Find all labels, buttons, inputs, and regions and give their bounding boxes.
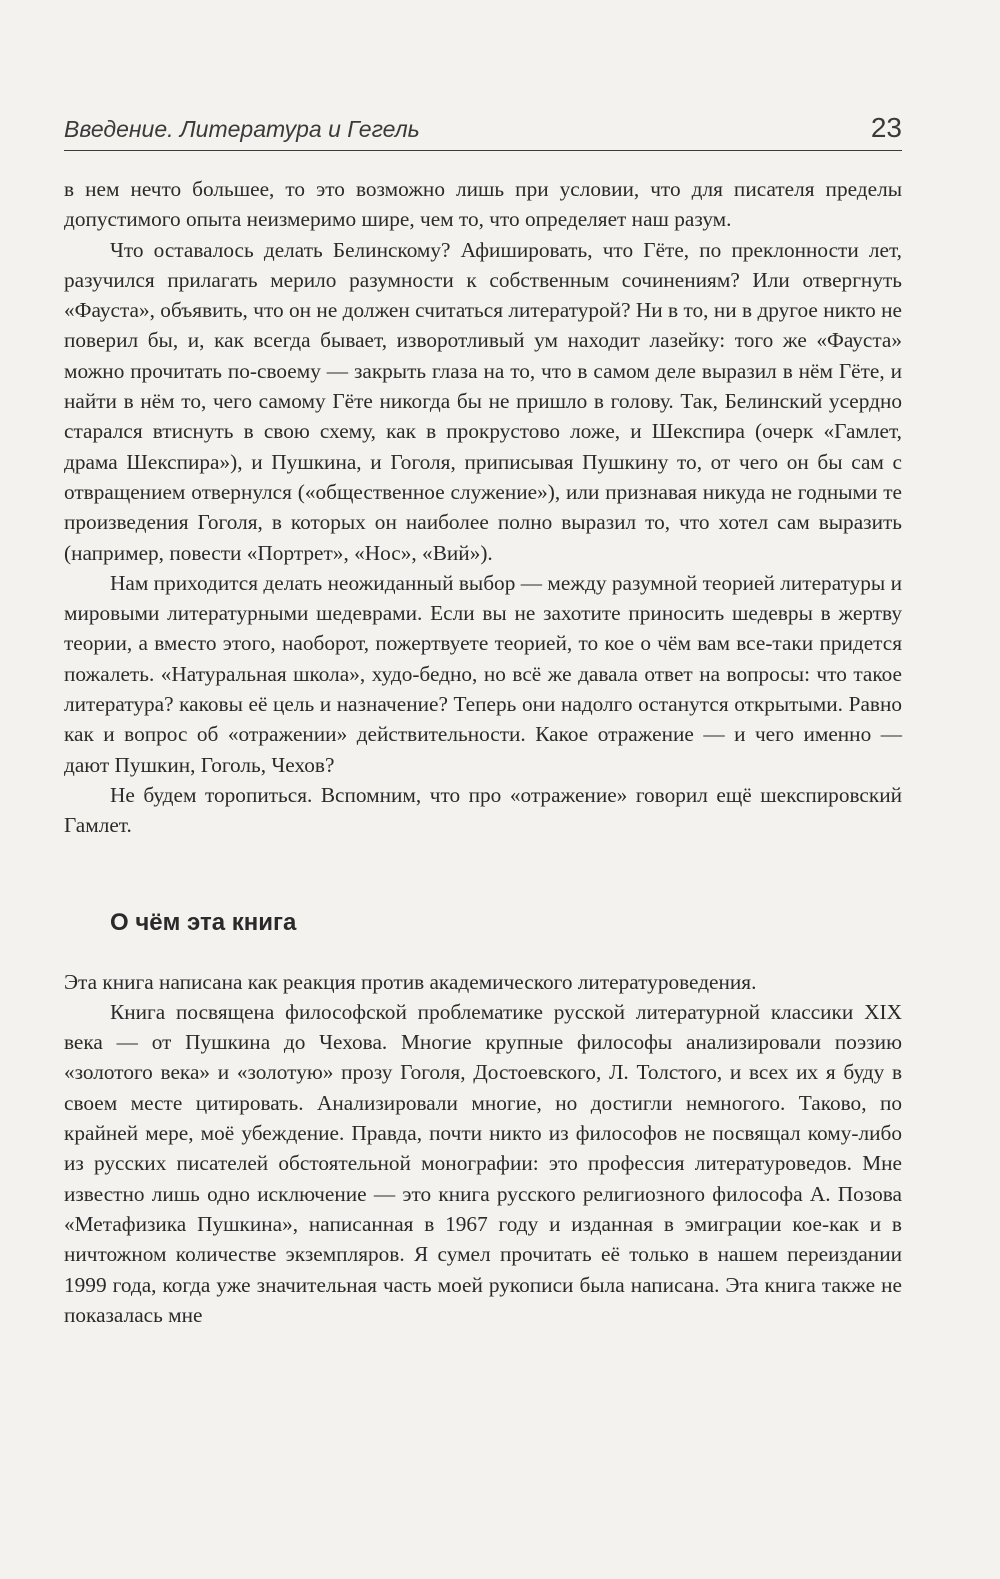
paragraph: в нем нечто большее, то это возможно лишь при условии, что для писателя пределы допустимого опыта неизмеримо шире, чем то, что определяет наш разум.	[64, 177, 902, 232]
book-page	[64, 110, 902, 1330]
paragraph: Эта книга написана как реакция против академического литературоведения.	[64, 969, 757, 994]
paragraph: Нам приходится делать неожиданный выбор — между разумной теорией литературы и мировыми литературными шедеврами. Если вы не захотите приносить шедевры в жертву теории, а вместо этого, наоборот, пожертвуете теорией, то кое о чём вам все-таки придется пожалеть. «Натуральная школа», худо-бедно, но всё же давала ответ на вопросы: что такое литература? каковы её цель и назначение? Теперь они надолго останутся открытыми. Равно как и вопрос об «отражении» действительности. Какое отражение — и чего именно — дают Пушкин, Гоголь, Чехов?	[64, 570, 902, 777]
body-text	[64, 174, 902, 841]
running-title: Введение. Литература и Гегель	[64, 116, 420, 142]
running-header	[64, 110, 902, 151]
paragraph: Не будем торопиться. Вспомним, что про «отражение» говорил ещё шекспировский Гамлет.	[64, 782, 902, 838]
paragraph: Книга посвящена философской проблематике русской литературной классики XIX века — от Пушкина до Чехова. Многие крупные философы анализировали поэзию «золотого века» и «золотую» прозу Гоголя, Достоевского, Л. Толстого, и всех их я буду в своем месте цитировать. Анализировали многие, но достигли немногого. Таково, по крайней мере, моё убеждение. Правда, почти никто из философов не посвящал кому-либо из русских писателей обстоятельной монографии: это профессия литературоведов. Мне известно лишь одно исключение — это книга русского религиозного философа А. Позова «Метафизика Пушкина», написанная в 1967 году и изданная в эмиграции кое-как и в ничтожном количестве экземпляров. Я сумел прочитать её только в нашем переиздании 1999 года, когда уже значительная часть моей рукописи была написана. Эта книга также не показалась мне	[64, 999, 902, 1327]
page-number: 23	[870, 112, 902, 143]
section-body	[64, 967, 902, 1331]
section-heading: О чём эта книга	[110, 908, 297, 936]
paragraph: Что оставалось делать Белинскому? Афишировать, что Гёте, по преклонности лет, разучился прилагать мерило разумности к собственным сочинениям? Или отвергнуть «Фауста», объявить, что он не должен считаться литературой? Ни в то, ни в другое никто не поверил бы, и, как всегда бывает, изворотливый ум находит лазейку: того же «Фауста» можно прочитать по-своему — закрыть глаза на то, что в самом деле выразил в нём Гёте, и найти в нём то, чего самому Гёте никогда бы не пришло в голову. Так, Белинский усердно старался втиснуть в свою схему, как в прокрустово ложе, и Шекспира (очерк «Гамлет, драма Шекспира»), и Пушкина, и Гоголя, приписывая Пушкину то, от чего он бы сам с отвращением отвернулся («общественное служение»), или признавая никуда не годными те произведения Гоголя, в которых он наиболее полно выразил то, что хотел сам выразить (например, повести «Портрет», «Нос», «Вий»).	[64, 237, 902, 565]
